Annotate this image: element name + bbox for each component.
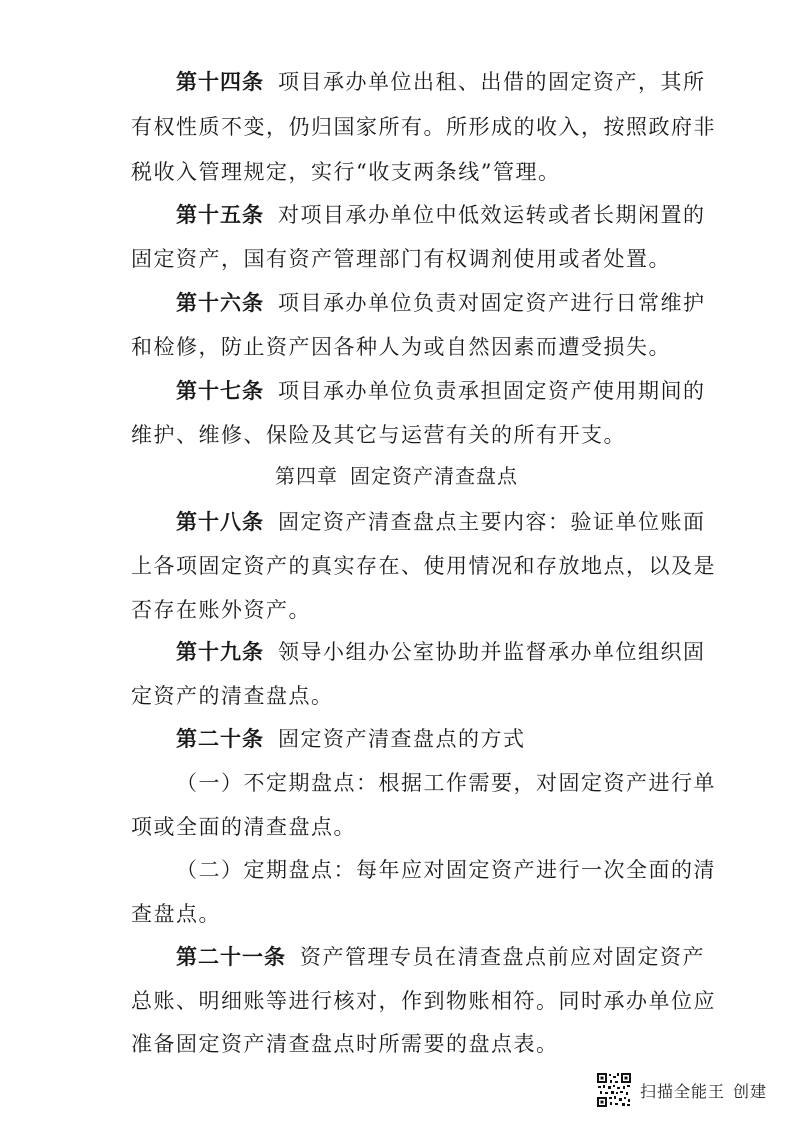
article-17-line-2: 维护、维修、保险及其它与运营有关的所有开支。 [131,423,626,447]
article-20-item-2-line-2: 查盘点。 [131,902,221,926]
article-14-line-1: 第十四条 项目承办单位出租、出借的固定资产，其所 [176,70,706,94]
article-17-line-1: 第十七条 项目承办单位负责承担固定资产使用期间的 [176,379,706,403]
article-21-line-3: 准备固定资产清查盘点时所需要的盘点表。 [131,1032,559,1056]
article-15-title: 第十五条 [176,203,264,227]
article-19-title: 第十九条 [176,640,264,664]
article-18-line-3: 否存在账外资产。 [131,598,311,622]
article-20-title: 第二十条 [176,727,264,751]
article-20-item-2-line-1: （二）定期盘点：每年应对固定资产进行一次全面的清 [176,858,716,882]
article-14-line-3: 税收入管理规定，实行“收支两条线”管理。 [131,160,561,184]
article-19-line-1: 第十九条 领导小组办公室协助并监督承办单位组织固 [176,640,706,664]
chapter-number: 第四章 [275,464,338,488]
article-20-item-1-line-2: 项或全面的清查盘点。 [131,815,356,839]
article-21-line-2: 总账、明细账等进行核对，作到物账相符。同时承办单位应 [131,989,716,1013]
chapter-title: 固定资产清查盘点 [350,464,518,488]
article-14-title: 第十四条 [176,70,264,94]
article-16-line-1: 第十六条 项目承办单位负责对固定资产进行日常维护 [176,291,706,315]
watermark-app-name: 扫描全能王 [640,1081,726,1101]
article-20-item-1-line-1: （一）不定期盘点：根据工作需要，对固定资产进行单 [176,771,716,795]
article-14-line-2: 有权性质不变，仍归国家所有。所形成的收入，按照政府非 [131,115,716,139]
article-15-line-1: 第十五条 对项目承办单位中低效运转或者长期闲置的 [176,203,706,227]
watermark-action: 创建 [733,1081,768,1101]
article-20-line-1: 第二十条 固定资产清查盘点的方式 [176,727,526,751]
article-21-line-1: 第二十一条 资产管理专员在清查盘点前应对固定资产 [176,945,705,969]
article-19-line-2: 定资产的清查盘点。 [131,684,334,708]
watermark-text [640,1079,767,1102]
article-18-line-2: 上各项固定资产的真实存在、使用情况和存放地点，以及是 [131,554,716,578]
article-16-title: 第十六条 [176,291,264,315]
article-18-title: 第十八条 [176,510,264,534]
qr-code-icon [596,1072,632,1108]
article-21-title: 第二十一条 [176,945,286,969]
scanner-watermark [596,1070,767,1110]
article-18-line-1: 第十八条 固定资产清查盘点主要内容：验证单位账面 [176,510,706,534]
article-17-title: 第十七条 [176,379,264,403]
chapter-heading [0,462,793,490]
article-15-line-2: 固定资产，国有资产管理部门有权调剂使用或者处置。 [131,247,671,271]
article-16-line-2: 和检修，防止资产因各种人为或自然因素而遭受损失。 [131,335,671,359]
